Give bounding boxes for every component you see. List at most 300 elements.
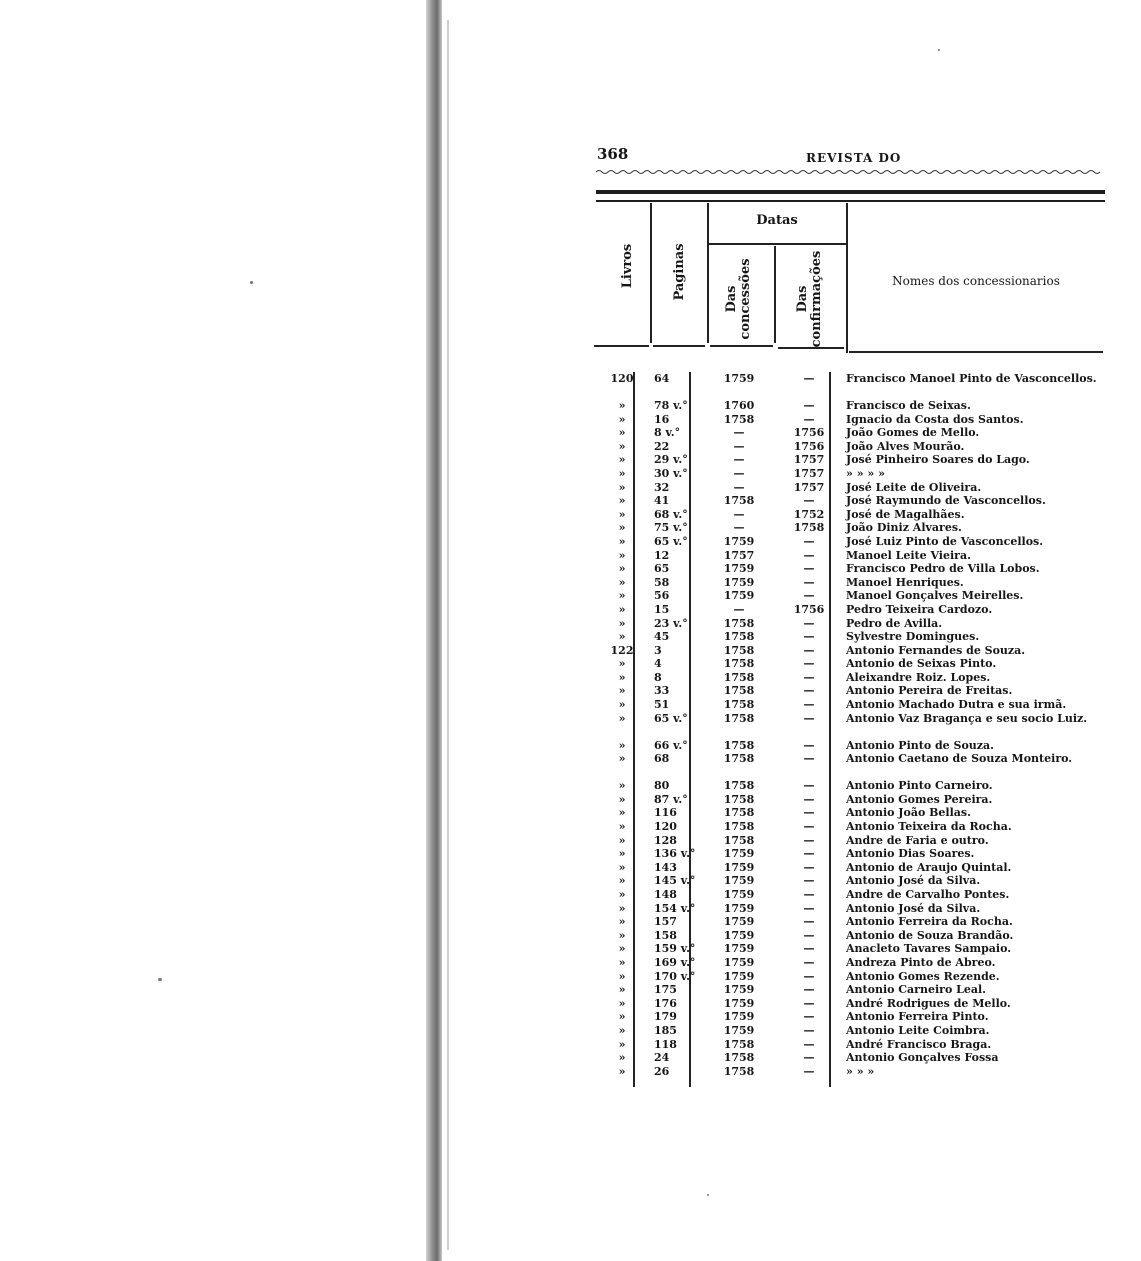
cell-livro: » [618, 969, 626, 983]
cell-nome: José Pinheiro Soares do Lago. [846, 453, 1030, 467]
cell-nome: João Alves Mourão. [846, 439, 965, 453]
cell-confirmacao: — [803, 738, 815, 752]
cell-pagina: 116 [654, 806, 677, 820]
cell-confirmacao: — [803, 969, 815, 983]
cell-concessao: 1759 [723, 534, 755, 548]
table-row [596, 834, 1106, 848]
cell-pagina: 23 v.° [654, 616, 688, 630]
cell-nome: Antonio Gomes Pereira. [846, 792, 993, 806]
cell-concessao: 1759 [723, 942, 755, 956]
cell-pagina: 143 [654, 860, 677, 874]
cell-livro: » [618, 860, 626, 874]
cell-pagina: 78 v.° [654, 399, 688, 412]
cell-livro: » [618, 915, 626, 929]
scan-speck [250, 281, 253, 284]
cell-nome: Antonio Leite Coimbra. [846, 1023, 990, 1037]
cell-livro: » [618, 711, 626, 725]
cell-pagina: 176 [654, 996, 677, 1010]
cell-confirmacao: 1756 [793, 602, 825, 616]
cell-nome: » » » » [846, 466, 885, 480]
cell-livro: » [618, 996, 626, 1010]
header-paginas: Paginas [672, 243, 687, 301]
cell-livro: » [618, 888, 626, 901]
cell-confirmacao: — [803, 847, 815, 861]
cell-concessao: — [733, 426, 745, 440]
cell-confirmacao: — [803, 806, 815, 820]
cell-confirmacao: — [803, 752, 815, 766]
cell-nome: Francisco de Seixas. [846, 399, 971, 412]
cell-livro: » [618, 589, 626, 603]
table-row [596, 915, 1106, 929]
cell-concessao: 1758 [723, 657, 755, 671]
cell-nome: Anacleto Tavares Sampaio. [846, 942, 1012, 956]
cell-nome: Antonio Carneiro Leal. [846, 983, 986, 997]
cell-livro: » [618, 752, 626, 766]
cell-concessao: — [733, 480, 745, 494]
cell-concessao: 1759 [723, 575, 755, 589]
cell-pagina: 4 [654, 657, 662, 671]
cell-nome: Antonio João Bellas. [846, 806, 971, 820]
cell-livro: » [618, 412, 626, 426]
cell-confirmacao: — [803, 643, 815, 657]
cell-nome: Pedro Teixeira Cardozo. [846, 602, 993, 616]
cell-livro: » [618, 562, 626, 576]
page-number: 368 [597, 145, 629, 163]
cell-confirmacao: — [803, 820, 815, 834]
table-row [596, 861, 1106, 875]
cell-livro: » [618, 738, 626, 752]
table-top-rule-thin [596, 200, 1105, 202]
cell-confirmacao: — [803, 494, 815, 508]
cell-concessao: 1758 [723, 738, 755, 752]
cell-livro: » [618, 792, 626, 806]
cell-livro: » [618, 874, 626, 888]
cell-nome: Antonio Machado Dutra e sua irmã. [846, 698, 1067, 712]
cell-confirmacao: 1757 [793, 466, 825, 480]
cell-confirmacao: — [803, 1064, 815, 1078]
cell-livro: 122 [610, 643, 634, 657]
header-datas: Datas [756, 213, 798, 228]
cell-pagina: 15 [654, 602, 670, 616]
cell-nome: Manoel Henriques. [846, 575, 964, 589]
cell-livro: » [618, 657, 626, 671]
cell-confirmacao: — [803, 1023, 815, 1037]
cell-pagina: 87 v.° [654, 792, 688, 806]
cell-pagina: 45 [654, 630, 670, 644]
cell-confirmacao: — [803, 548, 815, 562]
cell-livro: » [618, 670, 626, 684]
cell-nome: Antonio de Araujo Quintal. [846, 860, 1012, 874]
cell-pagina: 120 [654, 820, 677, 834]
cell-confirmacao: — [803, 575, 815, 589]
table-row [596, 1024, 1106, 1038]
header-bottom-rule [594, 345, 649, 347]
cell-nome: João Diniz Alvares. [846, 521, 962, 535]
cell-pagina: 68 [654, 752, 670, 766]
cell-nome: Antonio Ferreira Pinto. [846, 1010, 989, 1024]
cell-livro: » [618, 942, 626, 956]
cell-concessao: 1758 [723, 779, 755, 793]
cell-pagina: 24 [654, 1051, 670, 1065]
cell-concessao: 1758 [723, 711, 755, 725]
cell-confirmacao: — [803, 901, 815, 915]
cell-confirmacao: — [803, 792, 815, 806]
cell-confirmacao: — [803, 534, 815, 548]
page-edge-line [447, 20, 449, 1250]
table-row [596, 644, 1106, 658]
cell-pagina: 158 [654, 928, 677, 942]
cell-concessao: — [733, 453, 745, 467]
cell-concessao: 1759 [723, 928, 755, 942]
cell-concessao: 1759 [723, 983, 755, 997]
cell-nome: Ignacio da Costa dos Santos. [846, 412, 1024, 426]
cell-confirmacao: — [803, 996, 815, 1010]
cell-nome: Antonio Fernandes de Souza. [846, 643, 1026, 657]
cell-nome: Aleixandre Roiz. Lopes. [846, 670, 991, 684]
cell-confirmacao: 1758 [793, 521, 825, 535]
cell-livro: » [618, 521, 626, 535]
cell-concessao: 1759 [723, 969, 755, 983]
cell-nome: Manoel Gonçalves Meirelles. [846, 589, 1024, 603]
cell-confirmacao: 1752 [793, 507, 825, 521]
cell-confirmacao: — [803, 657, 815, 671]
cell-pagina: 66 v.° [654, 738, 688, 752]
cell-nome: Antonio Pereira de Freitas. [846, 684, 1013, 698]
table-row [596, 739, 1106, 753]
header-nomes: Nomes dos concessionarios [892, 274, 1060, 288]
table-row [596, 820, 1106, 834]
table-row [596, 413, 1106, 427]
cell-confirmacao: — [803, 833, 815, 847]
cell-nome: Antonio José da Silva. [846, 901, 981, 915]
table-row [596, 929, 1106, 943]
cell-pagina: 65 v.° [654, 534, 688, 548]
cell-confirmacao: — [803, 711, 815, 725]
cell-confirmacao: — [803, 698, 815, 712]
cell-concessao: 1758 [723, 792, 755, 806]
table-row [596, 494, 1106, 508]
cell-nome: Antonio de Seixas Pinto. [846, 657, 997, 671]
cell-concessao: 1758 [723, 1037, 755, 1051]
cell-nome: Antonio Caetano de Souza Monteiro. [846, 752, 1073, 766]
cell-pagina: 170 v.° [654, 969, 696, 983]
scan-speck [707, 1194, 709, 1196]
cell-pagina: 118 [654, 1037, 677, 1051]
cell-livro: » [618, 439, 626, 453]
cell-livro: » [618, 928, 626, 942]
cell-livro: » [618, 983, 626, 997]
cell-pagina: 41 [654, 494, 670, 508]
cell-confirmacao: — [803, 779, 815, 793]
cell-concessao: 1759 [723, 860, 755, 874]
table-row [596, 372, 1106, 399]
table-row [596, 521, 1106, 535]
cell-concessao: 1758 [723, 412, 755, 426]
cell-livro: » [618, 507, 626, 521]
cell-pagina: 75 v.° [654, 521, 688, 535]
cell-livro: » [618, 820, 626, 834]
cell-concessao: 1757 [723, 548, 755, 562]
cell-pagina: 64 [654, 372, 670, 385]
cell-confirmacao: — [803, 1037, 815, 1051]
col-divider [650, 203, 652, 343]
cell-pagina: 3 [654, 643, 662, 657]
header-das-concessoes [725, 254, 757, 344]
cell-pagina: 30 v.° [654, 466, 688, 480]
cell-livro: » [618, 630, 626, 644]
cell-concessao: 1758 [723, 630, 755, 644]
cell-nome: João Gomes de Mello. [846, 426, 980, 440]
header-bottom-rule [849, 351, 1103, 353]
cell-pagina: 8 [654, 670, 662, 684]
table-row [596, 630, 1106, 644]
table-row [596, 399, 1106, 413]
cell-confirmacao: — [803, 670, 815, 684]
cell-livro: » [618, 1051, 626, 1065]
cell-livro: » [618, 534, 626, 548]
cell-concessao: 1758 [723, 833, 755, 847]
cell-pagina: 56 [654, 589, 670, 603]
cell-nome: Francisco Manoel Pinto de Vasconcellos. [846, 372, 1097, 385]
cell-livro: » [618, 616, 626, 630]
cell-confirmacao: — [803, 412, 815, 426]
cell-concessao: 1759 [723, 955, 755, 969]
cell-confirmacao: — [803, 942, 815, 956]
cell-pagina: 169 v.° [654, 955, 696, 969]
table-row [596, 440, 1106, 454]
cell-confirmacao: 1756 [793, 426, 825, 440]
cell-nome: Francisco Pedro de Villa Lobos. [846, 562, 1040, 576]
cell-nome: » » » [846, 1064, 875, 1078]
cell-nome: Antonio Gonçalves Fossa [846, 1051, 999, 1065]
cell-nome: Andre de Carvalho Pontes. [846, 888, 1010, 901]
table-row [596, 874, 1106, 888]
cell-pagina: 8 v.° [654, 426, 681, 440]
cell-pagina: 154 v.° [654, 901, 696, 915]
cell-confirmacao: — [803, 888, 815, 901]
cell-confirmacao: 1757 [793, 453, 825, 467]
cell-pagina: 29 v.° [654, 453, 688, 467]
scan-speck [158, 978, 162, 981]
cell-concessao: 1759 [723, 1023, 755, 1037]
table-row [596, 942, 1106, 956]
cell-nome: Antonio Vaz Bragança e seu socio Luiz. [846, 711, 1088, 725]
cell-pagina: 16 [654, 412, 670, 426]
cell-concessao: — [733, 466, 745, 480]
cell-pagina: 185 [654, 1023, 677, 1037]
cell-livro: » [618, 548, 626, 562]
table-row [596, 617, 1106, 631]
table-row [596, 589, 1106, 603]
cell-pagina: 33 [654, 684, 670, 698]
cell-livro: » [618, 955, 626, 969]
cell-pagina: 22 [654, 439, 670, 453]
cell-pagina: 159 v.° [654, 942, 696, 956]
cell-nome: José de Magalhães. [846, 507, 965, 521]
cell-pagina: 26 [654, 1064, 670, 1078]
table-row [596, 1038, 1106, 1052]
table-body [596, 372, 1106, 1078]
cell-nome: Pedro de Avilla. [846, 616, 943, 630]
cell-nome: Antonio Dias Soares. [846, 847, 975, 861]
table-row [596, 481, 1106, 495]
cell-livro: » [618, 1037, 626, 1051]
cell-livro: » [618, 779, 626, 793]
table-row [596, 983, 1106, 997]
cell-concessao: 1758 [723, 1064, 755, 1078]
cell-livro: » [618, 1023, 626, 1037]
cell-livro: » [618, 453, 626, 467]
cell-confirmacao: — [803, 372, 815, 385]
cell-livro: » [618, 426, 626, 440]
cell-livro: » [618, 399, 626, 412]
cell-concessao: 1759 [723, 888, 755, 901]
cell-concessao: 1758 [723, 616, 755, 630]
table-row [596, 467, 1106, 481]
cell-pagina: 128 [654, 833, 677, 847]
cell-pagina: 12 [654, 548, 670, 562]
table-row [596, 1010, 1106, 1024]
header-livros: Livros [620, 243, 635, 289]
cell-nome: Antonio de Souza Brandão. [846, 928, 1014, 942]
col-divider [774, 246, 776, 343]
cell-livro: » [618, 575, 626, 589]
cell-concessao: 1758 [723, 643, 755, 657]
cell-livro: » [618, 684, 626, 698]
cell-nome: André Francisco Braga. [846, 1037, 992, 1051]
cell-pagina: 145 v.° [654, 874, 696, 888]
table-row [596, 806, 1106, 820]
cell-pagina: 32 [654, 480, 670, 494]
cell-livro: » [618, 806, 626, 820]
cell-livro: 120 [610, 372, 634, 385]
cell-nome: José Luiz Pinto de Vasconcellos. [846, 534, 1044, 548]
header-bottom-rule [710, 345, 773, 347]
cell-concessao: 1758 [723, 698, 755, 712]
cell-confirmacao: — [803, 1051, 815, 1065]
cell-concessao: 1759 [723, 589, 755, 603]
page-spine-shadow [426, 0, 442, 1261]
cell-nome: Antonio Gomes Rezende. [846, 969, 1000, 983]
cell-pagina: 179 [654, 1010, 677, 1024]
cell-nome: José Leite de Oliveira. [846, 480, 982, 494]
cell-confirmacao: — [803, 562, 815, 576]
cell-nome: Sylvestre Domingues. [846, 630, 980, 644]
cell-concessao: 1758 [723, 1051, 755, 1065]
cell-livro: » [618, 698, 626, 712]
cell-concessao: 1760 [723, 399, 755, 412]
table-row [596, 997, 1106, 1011]
table-row [596, 684, 1106, 698]
cell-pagina: 148 [654, 888, 677, 901]
table-row [596, 698, 1106, 712]
cell-concessao: 1759 [723, 901, 755, 915]
table-row [596, 956, 1106, 970]
cell-confirmacao: — [803, 630, 815, 644]
cell-nome: Antonio José da Silva. [846, 874, 981, 888]
cell-concessao: 1758 [723, 494, 755, 508]
cell-pagina: 175 [654, 983, 677, 997]
cell-confirmacao: — [803, 983, 815, 997]
cell-concessao: 1758 [723, 820, 755, 834]
cell-confirmacao: — [803, 616, 815, 630]
cell-nome: Antonio Pinto Carneiro. [846, 779, 993, 793]
table-row [596, 712, 1106, 739]
cell-confirmacao: — [803, 955, 815, 969]
table-row [596, 752, 1106, 779]
cell-confirmacao: 1757 [793, 480, 825, 494]
cell-concessao: 1759 [723, 996, 755, 1010]
cell-pagina: 51 [654, 698, 670, 712]
cell-concessao: 1759 [723, 874, 755, 888]
cell-nome: José Raymundo de Vasconcellos. [846, 494, 1046, 508]
table-row [596, 657, 1106, 671]
cell-pagina: 80 [654, 779, 670, 793]
cell-concessao: — [733, 507, 745, 521]
table-row [596, 970, 1106, 984]
cell-nome: Antonio Teixeira da Rocha. [846, 820, 1012, 834]
cell-concessao: 1759 [723, 1010, 755, 1024]
cell-livro: » [618, 1010, 626, 1024]
header-wavy-rule [596, 168, 1102, 176]
table-row [596, 1065, 1106, 1079]
cell-pagina: 68 v.° [654, 507, 688, 521]
cell-confirmacao: — [803, 684, 815, 698]
cell-pagina: 65 v.° [654, 711, 688, 725]
table-top-rule [596, 190, 1105, 194]
table-row [596, 779, 1106, 793]
running-head: REVISTA DO [806, 151, 902, 165]
cell-concessao: — [733, 439, 745, 453]
cell-livro: » [618, 901, 626, 915]
table-row [596, 508, 1106, 522]
table-row [596, 1051, 1106, 1065]
cell-concessao: 1758 [723, 684, 755, 698]
cell-confirmacao: 1756 [793, 439, 825, 453]
cell-concessao: 1759 [723, 372, 755, 385]
header-das-confirmacoes-label: Das confirmações [795, 250, 824, 348]
cell-confirmacao: — [803, 874, 815, 888]
cell-pagina: 136 v.° [654, 847, 696, 861]
cell-livro: » [618, 1064, 626, 1078]
table-row [596, 847, 1106, 861]
table-row [596, 576, 1106, 590]
table-row [596, 902, 1106, 916]
cell-confirmacao: — [803, 860, 815, 874]
table-row [596, 562, 1106, 576]
cell-livro: » [618, 494, 626, 508]
cell-concessao: 1758 [723, 752, 755, 766]
table-row [596, 549, 1106, 563]
cell-pagina: 58 [654, 575, 670, 589]
cell-nome: Andre de Faria e outro. [846, 833, 989, 847]
table-row [596, 888, 1106, 902]
header-das-confirmacoes [796, 249, 828, 349]
header-bottom-rule [653, 345, 705, 347]
cell-confirmacao: — [803, 915, 815, 929]
cell-livro: » [618, 847, 626, 861]
table-row [596, 793, 1106, 807]
cell-confirmacao: — [803, 928, 815, 942]
cell-confirmacao: — [803, 589, 815, 603]
cell-livro: » [618, 466, 626, 480]
cell-concessao: 1759 [723, 915, 755, 929]
table-row [596, 453, 1106, 467]
table-row [596, 603, 1106, 617]
cell-pagina: 157 [654, 915, 677, 929]
cell-concessao: 1758 [723, 806, 755, 820]
cell-nome: André Rodrigues de Mello. [846, 996, 1011, 1010]
